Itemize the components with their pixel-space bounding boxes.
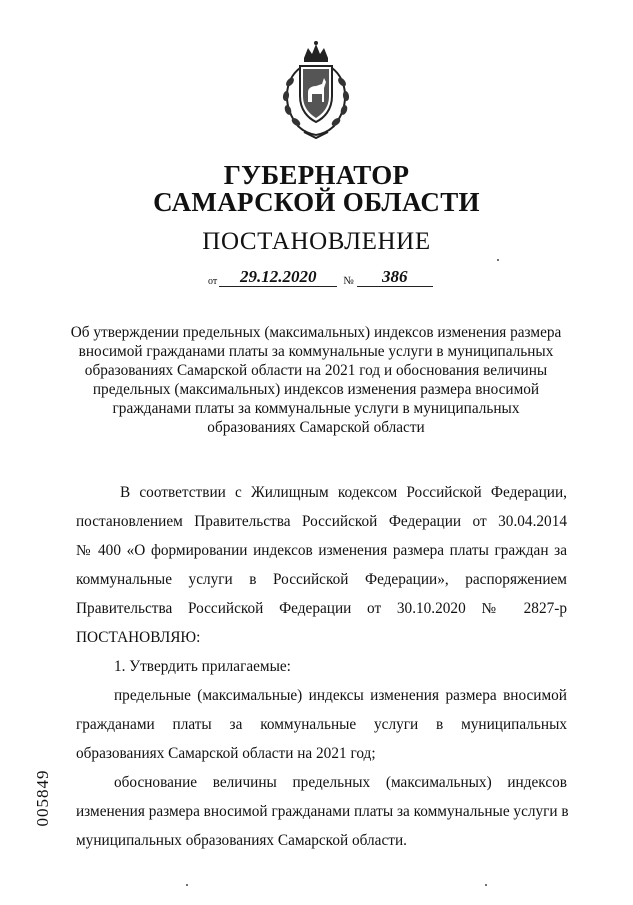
date-value: 29.12.2020	[219, 268, 337, 287]
subject-line: образованиях Самарской области на 2021 год и обоснования величины	[84, 362, 548, 379]
scan-speck	[497, 259, 499, 261]
subject-line: гражданами платы за коммунальные услуги в муниципальных	[112, 400, 520, 417]
preamble-line: № 400 «О формировании индексов изменения размера платы граждан за	[76, 542, 567, 559]
number-label: №	[343, 275, 354, 287]
issuer-title-line2: САМАРСКОЙ ОБЛАСТИ	[153, 187, 480, 217]
document-subject	[68, 323, 564, 437]
resolves-word: ПОСТАНОВЛЯЮ:	[76, 629, 201, 646]
preamble-line: Правительства Российской Федерации от 30.10.2020 № 2827-р	[76, 600, 567, 617]
item1b-line: изменения размера вносимой гражданами платы за коммунальные услуги в	[76, 803, 569, 820]
number-value: 386	[357, 268, 433, 287]
preamble-line: коммунальные услуги в Российской Федерации», распоряжением	[76, 571, 567, 588]
subject-line: Об утверждении предельных (максимальных) индексов изменения размера	[70, 324, 562, 341]
item1b-line: муниципальных образованиях Самарской области.	[76, 832, 407, 849]
scan-speck	[485, 884, 487, 886]
document-body	[76, 478, 567, 855]
coat-of-arms-icon	[274, 40, 358, 140]
subject-line: вносимой гражданами платы за коммунальные услуги в муниципальных	[78, 343, 554, 360]
preamble-line: постановлением Правительства Российской Федерации от 30.04.2014	[76, 513, 567, 530]
date-label: от	[208, 276, 218, 287]
preamble-line: В соответствии с Жилищным кодексом Российской Федерации,	[120, 484, 567, 501]
document-type-heading: ПОСТАНОВЛЕНИЕ	[202, 228, 431, 255]
item1a-line: предельные (максимальные) индексы изменения размера вносимой	[114, 687, 567, 704]
subject-line: предельных (максимальных) индексов изменения размера вносимой	[92, 381, 540, 398]
item1b-line: обоснование величины предельных (максимальных) индексов	[114, 774, 567, 791]
date-number-line	[208, 268, 433, 290]
subject-line: образованиях Самарской области	[207, 419, 425, 436]
item1a-line: образованиях Самарской области на 2021 год;	[76, 745, 376, 762]
item1-heading: 1. Утвердить прилагаемые:	[114, 658, 291, 675]
scan-speck	[186, 884, 188, 886]
item1a-line: гражданами платы за коммунальные услуги в муниципальных	[76, 716, 567, 733]
side-number-text: 005849	[33, 769, 52, 827]
issuer-title-line1: ГУБЕРНАТОР	[223, 160, 410, 190]
side-registration-number	[21, 752, 65, 844]
